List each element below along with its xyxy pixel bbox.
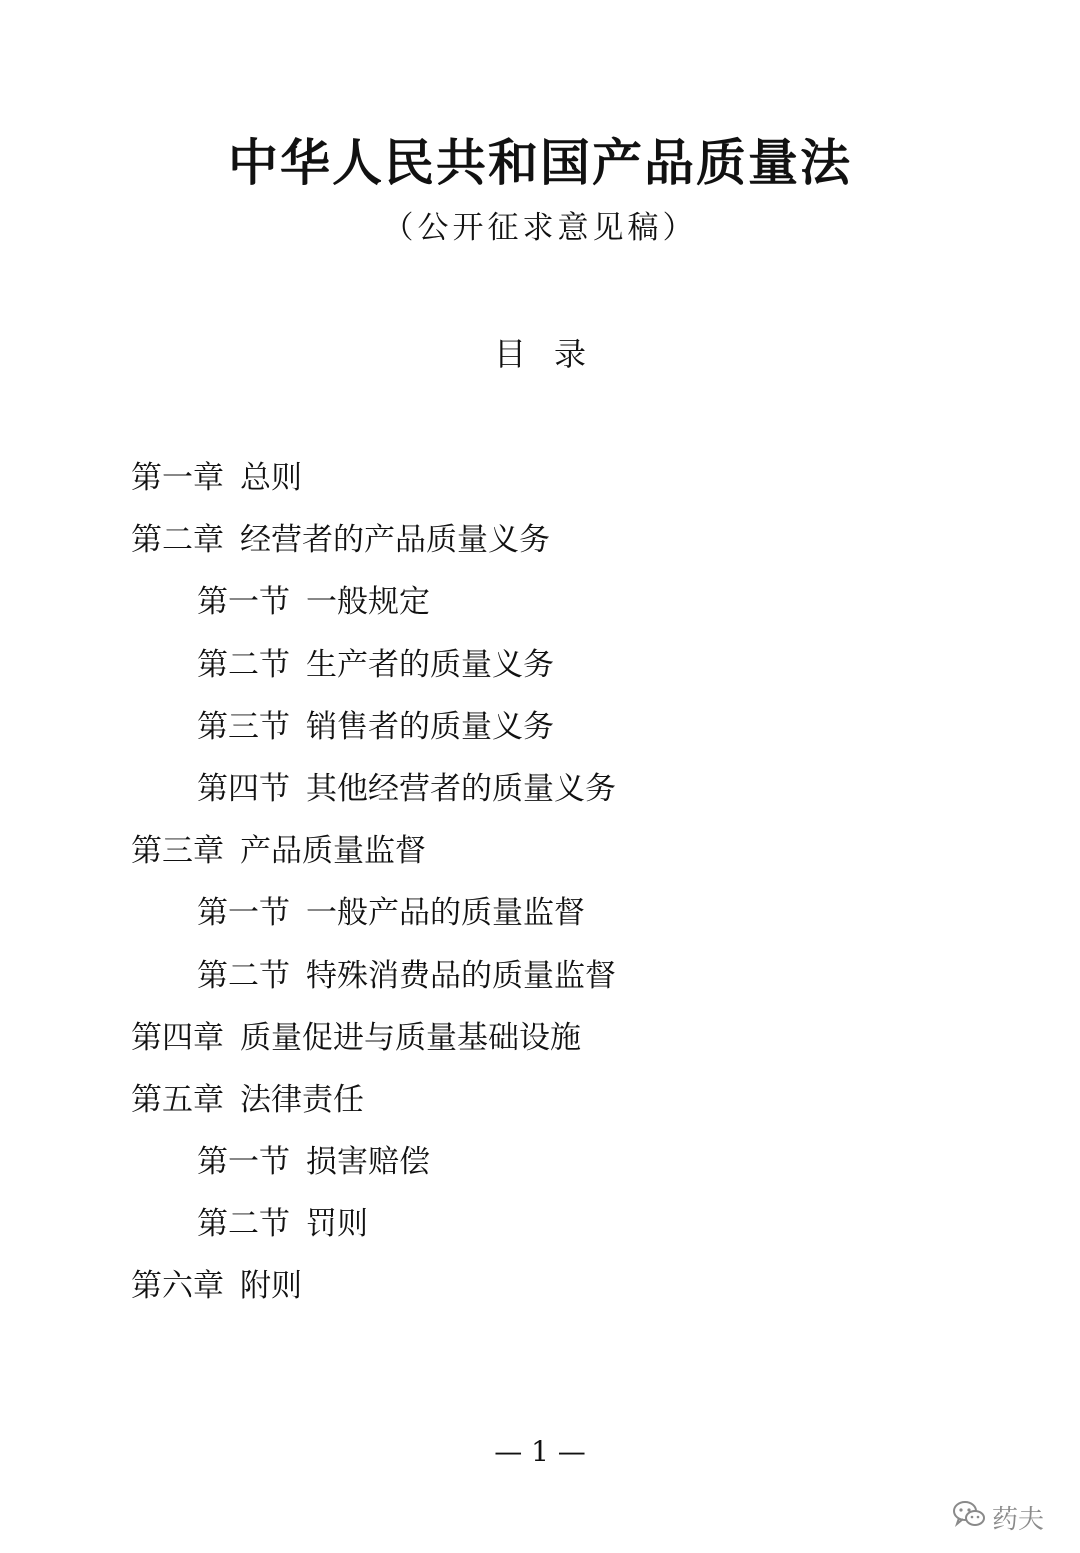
toc-item-title: 损害赔偿 [306,1144,430,1181]
toc-item-number: 第五章 [131,1081,224,1118]
watermark-text: 药夫 [992,1504,1045,1535]
table-of-contents [131,452,991,1323]
document-title: 中华人民共和国产品质量法 [228,133,852,192]
toc-item-title: 附则 [240,1268,302,1305]
toc-chapter-item [131,514,991,576]
toc-item-number: 第一节 [197,1144,290,1181]
toc-heading-left: 目 [493,335,526,373]
toc-chapter-item [131,825,991,887]
toc-item-title: 法律责任 [240,1081,364,1118]
toc-section-item [131,1198,991,1260]
toc-section-item [131,639,991,701]
toc-section-item [131,950,991,1012]
toc-item-title: 总则 [240,460,302,496]
toc-item-number: 第六章 [131,1268,224,1305]
wechat-icon [952,1499,992,1536]
toc-chapter-item [131,1074,991,1136]
toc-item-title: 一般规定 [306,584,430,621]
toc-item-number: 第一章 [131,460,224,496]
toc-chapter-item [131,1260,991,1322]
toc-item-number: 第三章 [131,833,224,870]
toc-item-title: 其他经营者的质量义务 [306,770,616,807]
toc-item-number: 第二节 [197,1206,290,1243]
toc-item-number: 第二节 [197,957,290,994]
toc-section-item [131,887,991,949]
toc-section-item [131,1136,991,1198]
toc-item-title: 特殊消费品的质量监督 [306,957,616,994]
toc-heading-right: 录 [554,335,587,373]
toc-chapter-item [131,452,991,514]
toc-item-number: 第四章 [131,1019,224,1056]
toc-item-number: 第二节 [197,646,290,683]
toc-item-title: 生产者的质量义务 [306,646,554,683]
toc-item-title: 罚则 [306,1206,368,1243]
toc-section-item [131,763,991,825]
page-number: — 1 — [494,1435,586,1468]
toc-item-title: 销售者的质量义务 [306,708,554,745]
toc-chapter-item [131,1012,991,1074]
toc-item-number: 第三节 [197,708,290,745]
document-subtitle: （公开征求意见稿） [382,210,698,246]
toc-item-title: 经营者的产品质量义务 [240,522,550,559]
toc-item-title: 一般产品的质量监督 [306,895,585,932]
toc-item-number: 第一节 [197,895,290,932]
toc-item-number: 第一节 [197,584,290,621]
toc-section-item [131,701,991,763]
toc-item-number: 第四节 [197,770,290,807]
toc-section-item [131,576,991,638]
watermark [952,1497,1062,1537]
toc-item-number: 第二章 [131,522,224,559]
toc-item-title: 产品质量监督 [240,833,426,870]
toc-heading [0,330,1080,378]
toc-item-title: 质量促进与质量基础设施 [240,1019,581,1056]
